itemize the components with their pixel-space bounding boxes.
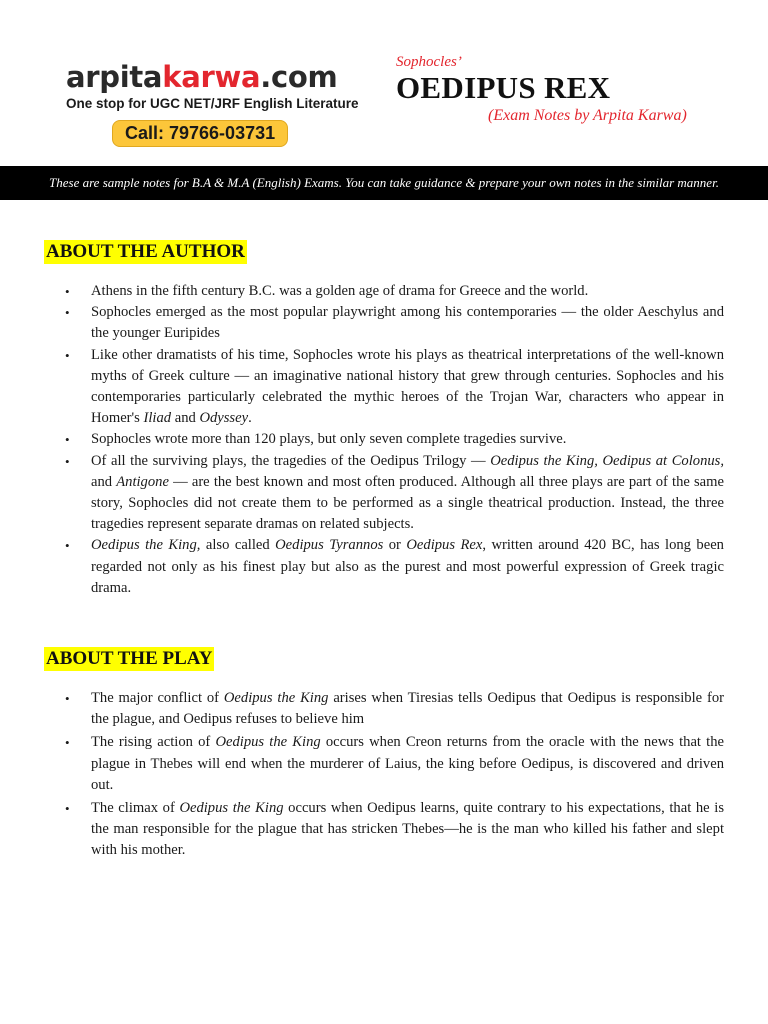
italic-title: Oedipus Rex [406, 537, 483, 554]
bullet-item [44, 535, 724, 599]
about-author-heading: ABOUT THE AUTHOR [46, 241, 245, 262]
bullet-item [44, 798, 724, 862]
logo-part-com: .com [260, 60, 338, 94]
brand-logo-block [66, 60, 359, 147]
italic-title: Oedipus the King [179, 800, 284, 817]
bullet-text: The major conflict of [91, 690, 224, 706]
about-play-heading: ABOUT THE PLAY [46, 648, 213, 669]
logo-part-karwa: karwa [162, 60, 261, 94]
bullet-text: occurs when Oedipus learns, quite contrary to his expectations, that he is the man responsible for the plague that has stricken Thebes—he is the man who killed his father and slept with his mother. [91, 800, 725, 859]
about-play-section [44, 647, 724, 864]
bullet-dot-icon: • [65, 284, 70, 299]
bullet-dot-icon: • [65, 305, 70, 321]
bullet-text: Sophocles wrote more than 120 plays, but only seven complete tragedies survive. [91, 431, 567, 448]
about-author-list [44, 281, 724, 599]
bullet-item [44, 732, 724, 796]
italic-title: Oedipus the King, [91, 537, 201, 554]
bullet-item [44, 429, 724, 450]
italic-title: Antigone [116, 473, 169, 490]
bullet-item [44, 688, 724, 730]
bullet-text: . [248, 410, 252, 427]
bullet-text: Sophocles emerged as the most popular playwright among his contemporaries — the older Aeschylus and the younger Euripides [91, 304, 724, 342]
bullet-dot-icon: • [65, 735, 70, 751]
about-play-list [44, 688, 724, 862]
italic-title: Odyssey [199, 410, 249, 427]
call-button[interactable]: Call: 79766-03731 [112, 120, 288, 147]
title-author: Sophocles’ [396, 54, 462, 70]
bullet-dot-icon: • [65, 538, 70, 554]
bullet-dot-icon: • [65, 432, 70, 448]
bullet-text: also called [200, 537, 276, 554]
italic-title: Oedipus the King [215, 734, 321, 751]
bullet-item [44, 281, 724, 302]
italic-title: Oedipus the King [223, 690, 329, 706]
bullet-text: and [91, 473, 117, 490]
bullet-text: The climax of [91, 800, 180, 817]
bullet-text: — are the best known and most often produced. Although all three plays are part of the same story, Sophocles did not create them to be performed as a single theatrical production. Instead, the three tragedies represent separate dramas on related subjects. [91, 473, 724, 533]
bullet-dot-icon: • [65, 347, 70, 363]
brand-tagline: One stop for UGC NET/JRF English Literature [66, 96, 359, 111]
bullet-text: arises when Tiresias tells Oedipus that Oedipus is responsible for the plague, and Oedipus refuses to believe him [91, 690, 724, 728]
sample-notes-banner: These are sample notes for B.A & M.A (English) Exams. You can take guidance & prepare your own notes in the similar manner. [0, 166, 768, 200]
bullet-item [44, 345, 724, 430]
bullet-text: occurs when Creon returns from the oracle with the news that the plague in Thebes will end when the murderer of Laius, the king before Oedipus, is discovered and driven out. [91, 734, 724, 793]
logo-part-arpita: arpita [66, 60, 163, 94]
page-title: OEDIPUS REX [396, 70, 611, 105]
bullet-text: Of all the surviving plays, the tragedies of the Oedipus Trilogy — [91, 452, 491, 469]
bullet-text: , written around 420 BC, has long been regarded not only as his finest play but also as the purest and most powerful expression of Greek tragic drama. [91, 537, 724, 596]
bullet-text: Like other dramatists of his time, Sophocles wrote his plays as theatrical interpretations of the well-known myths of Greek culture — an imaginative national history that grew through centuries. Sophocles and his contemporaries particularly celebrated the mythic heroes of the Trojan War, characters who appear in Homer's [91, 346, 724, 427]
bullet-text: and [171, 410, 200, 427]
bullet-item [44, 451, 724, 536]
italic-title: Iliad [143, 410, 172, 427]
bullet-text: The rising action of [91, 734, 216, 751]
bullet-dot-icon: • [65, 691, 70, 706]
bullet-text: Athens in the fifth century B.C. was a golden age of drama for Greece and the world. [91, 283, 589, 299]
title-subtitle: (Exam Notes by Arpita Karwa) [488, 107, 687, 124]
title-block [396, 54, 736, 125]
bullet-dot-icon: • [65, 801, 70, 817]
bullet-item [44, 302, 724, 344]
about-author-section [44, 240, 724, 599]
brand-logo[interactable] [66, 60, 346, 94]
bullet-text: or [383, 537, 407, 554]
italic-title: Oedipus Tyrannos [275, 537, 384, 554]
italic-title: Oedipus the King, Oedipus at Colonus, [490, 452, 724, 469]
bullet-dot-icon: • [65, 453, 70, 469]
